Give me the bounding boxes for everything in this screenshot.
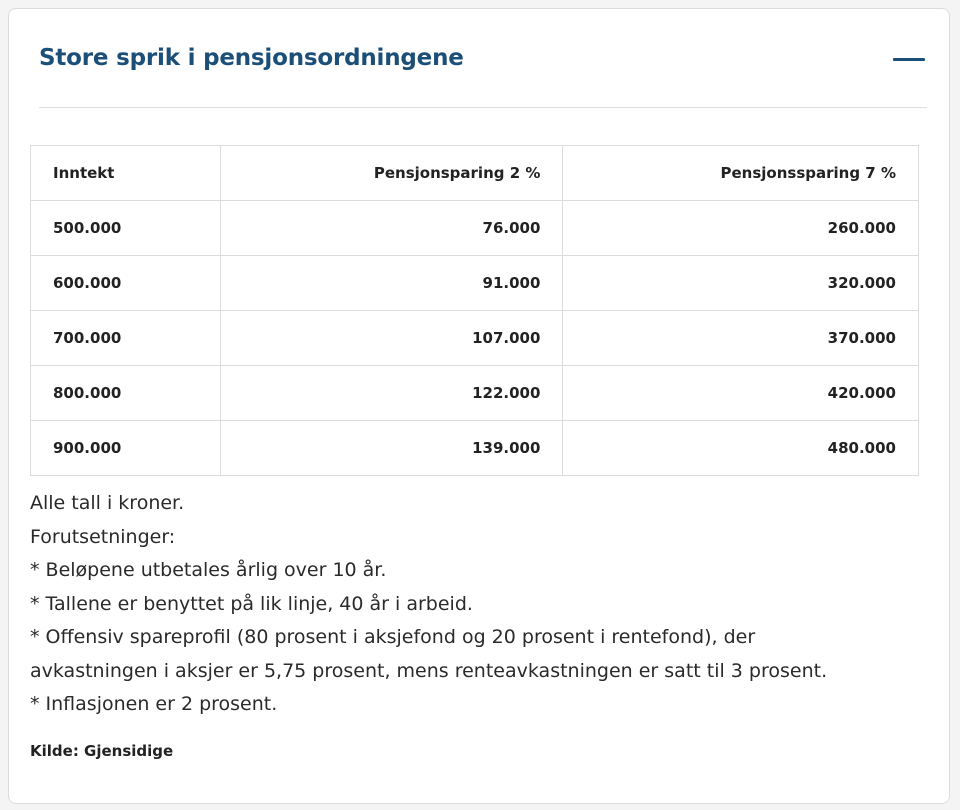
column-header-pension-7: Pensjonssparing 7 %	[563, 146, 919, 201]
divider	[39, 107, 927, 108]
cell-income: 600.000	[31, 256, 221, 311]
cell-income: 700.000	[31, 311, 221, 366]
accordion-header[interactable]	[39, 39, 927, 81]
note-line: * Tallene er benyttet på lik linje, 40 år i arbeid.	[30, 592, 473, 615]
note-line: Alle tall i kroner.	[30, 492, 185, 514]
table-row	[31, 421, 919, 476]
accordion-title: Store sprik i pensjonsordningene	[39, 45, 464, 71]
column-header-income: Inntekt	[31, 146, 221, 201]
cell-pension-2: 122.000	[220, 366, 563, 421]
cell-income: 500.000	[31, 201, 221, 256]
table-row	[31, 201, 919, 256]
cell-pension-7: 260.000	[563, 201, 919, 256]
cell-pension-2: 139.000	[220, 421, 563, 476]
note-line: avkastningen i aksjer er 5,75 prosent, mens renteavkastningen er satt til 3 prosent.	[30, 659, 828, 682]
table-row	[31, 366, 919, 421]
collapse-button[interactable]	[893, 49, 927, 71]
source-credit: Kilde: Gjensidige	[30, 742, 174, 760]
table-header-row	[31, 146, 919, 201]
minus-icon	[893, 58, 925, 61]
note-line: * Offensiv spareprofil (80 prosent i aksjefond og 20 prosent i rentefond), der	[30, 626, 756, 648]
table-row	[31, 256, 919, 311]
cell-income: 800.000	[31, 366, 221, 421]
cell-income: 900.000	[31, 421, 221, 476]
column-header-pension-2: Pensjonsparing 2 %	[220, 146, 563, 201]
note-line: * Beløpene utbetales årlig over 10 år.	[30, 559, 387, 581]
cell-pension-7: 320.000	[563, 256, 919, 311]
table-notes	[30, 487, 930, 722]
cell-pension-7: 420.000	[563, 366, 919, 421]
cell-pension-7: 370.000	[563, 311, 919, 366]
cell-pension-7: 480.000	[563, 421, 919, 476]
cell-pension-2: 76.000	[220, 201, 563, 256]
note-line: * Inflasjonen er 2 prosent.	[30, 693, 278, 715]
cell-pension-2: 91.000	[220, 256, 563, 311]
table-row	[31, 311, 919, 366]
pension-table	[30, 145, 919, 476]
cell-pension-2: 107.000	[220, 311, 563, 366]
note-line: Forutsetninger:	[30, 525, 176, 548]
